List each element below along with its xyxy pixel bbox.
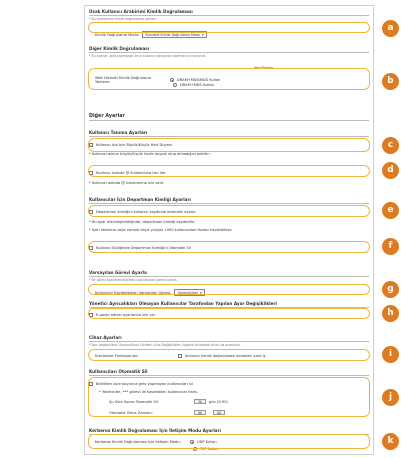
section-title: Kullanıcılar İçin Departman Kimliği Ayarları (89, 197, 369, 204)
callout-badge: a (382, 20, 399, 37)
callout-badge: k (382, 433, 399, 450)
minute-input[interactable]: 00 (213, 410, 225, 415)
callout-badge: c (382, 137, 399, 154)
other-settings-section (89, 114, 369, 121)
time-label: Otomatik Silme Zamanı: (109, 410, 153, 415)
highlight-k (88, 434, 370, 449)
callout-badge: d (382, 162, 399, 179)
highlight-c (88, 138, 370, 152)
email-permit-label: E-posta adresi ayarlarına izin ver (96, 313, 156, 317)
callout-badge: i (382, 346, 399, 363)
login-section (89, 130, 369, 137)
callout-badge: f (382, 238, 399, 255)
auto-delete-note: * Yöneticiler, *** görevi ile kaydedilen kullanıcılar hariç. (99, 390, 199, 394)
default-role-section (89, 270, 369, 282)
section-title: Diğer Kimlik Doğrulaması (89, 46, 369, 53)
device-section (89, 335, 369, 347)
section-note: * Bu ayarlar, giriş yapmadan önce kullanıcı adı/parola istemek için kullanılır. (89, 54, 207, 58)
highlight-f (88, 241, 370, 253)
chevron-down-icon: ▾ (199, 290, 202, 295)
auto-delete-section (89, 369, 369, 376)
dept-auto-label: Departman kimliğini kullanıcı kaydında otomatik ayarla (96, 210, 196, 214)
dept-delete-label: Kullanıcı Sildiğinde Departman Kimliğini Otomatik Sil (96, 246, 191, 250)
restricted-label: Kısıtlamalı Fonksiyonlar: (95, 354, 139, 358)
callout-badge: j (382, 389, 399, 406)
section-title: Kerberos Kimlik Doğrulaması İçin İletişim Modu Ayarları (89, 428, 369, 435)
callout-badge: e (382, 202, 399, 219)
time-separator: : (209, 410, 211, 415)
days-input[interactable]: 30 (194, 399, 206, 404)
remote-auth-section (89, 9, 369, 21)
auto-delete-label: Belirtilen süre boyunca giriş yapmayan kullanıcıları sil (96, 382, 193, 386)
web-auth-opt1-label: DRAM+MDS/MDS Kullan (177, 78, 221, 82)
section-note: * Bu ayarlanırsa Kimlik doğrulaması gerekir. (89, 17, 157, 21)
non-admin-section (89, 301, 369, 308)
callout-badge: h (382, 305, 399, 322)
callout-badge: b (382, 73, 399, 90)
highlight-g (88, 284, 370, 295)
other-auth-section (89, 46, 369, 58)
web-auth-label: Web Hizmeti Kimlik Doğrulama Yöntemi: (95, 76, 151, 84)
chevron-down-icon: ▾ (201, 32, 204, 37)
default-role-label: Kullanıcıyı Kaydederken Varsayılan Görevi: (95, 290, 172, 295)
dept-auto-note: * Bu ayar etkinleştirildiğinde, departman kimliği kaydedilir. (89, 220, 195, 224)
restricted-option-label: Kullanıcı kimlik doğrulaması olmadan uzak iş (185, 354, 266, 358)
section-title: Uzak Kullanıcı Arabirimi Kimlik Doğrulaması (89, 9, 369, 16)
section-note: * Aynı değişiklikleri Ayarlar/Kayıt Girdileri (Ana Değişiklikler) Aygıtıdı tıklatarak cihazı da ayarlayın. (89, 343, 241, 347)
days-label: Şu Süre Sonra Otomatik Sil: (109, 399, 159, 404)
callout-badge: g (382, 281, 399, 298)
default-role-value: GeneralUser (177, 290, 198, 295)
highlight-e (88, 205, 370, 217)
auth-mode-label: Kimlik Doğrulama Modu: (95, 32, 140, 37)
highlight-b (88, 68, 370, 90)
col-header-text: Yeni Ekleme (254, 66, 273, 70)
kerberos-tcp-label: TCP Kullan (200, 447, 219, 451)
days-unit: gün (0-90) (209, 399, 228, 404)
case-note: * Kullanıcı adının büyük/küçük harfe duyarlı olup olmadığını belirtin. (89, 152, 211, 156)
section-title: Varsayılan Görevi Ayarla (89, 270, 369, 277)
kerberos-label: Kerberos Kimlik Doğrulaması İçin İletişim Modu: (95, 440, 181, 444)
section-note: * Bir görev ayarlanmadığında uygulanacak görevi ayarla. (89, 278, 178, 282)
dept-pin-note: * İçeri aktarma veya normal kayıt yoluyla 1000 kullanıcıdan fazlası kaydedilirse (89, 228, 232, 232)
highlight-h (88, 308, 370, 319)
kerberos-udp-label: UDP Kullan (197, 440, 217, 444)
highlight-d (88, 165, 370, 177)
highlight-j (88, 377, 370, 417)
highlight-i (88, 349, 370, 361)
case-sensitive-label: Kullanıcı Adı İçin Büyük/Küçük Harf Duyarlı (96, 143, 173, 147)
at-sign-label: Kullanıcı Adında @ Kullanımına İzin Ver (96, 171, 166, 175)
section-title: Kullanıcı Tanıma Ayarları (89, 130, 369, 137)
dept-section (89, 197, 369, 204)
hour-input[interactable]: 00 (194, 410, 206, 415)
section-title: Kullanıcıları Otomatik Sil (89, 369, 369, 376)
section-title: Diğer Ayarlar (89, 114, 369, 121)
at-note: * Kullanıcı adında @ kullanımına izin verir. (89, 181, 165, 185)
web-auth-opt2-label: DRAM+MDS Kullan (180, 83, 214, 87)
section-title: Cihaz Ayarları (89, 335, 369, 342)
section-title: Yönetici Ayrıcalıkları Olmayan Kullanıcılar Tarafından Yapılan Ayar Değişiklikleri (89, 301, 369, 308)
highlight-a (88, 22, 370, 33)
auth-mode-value: Standart Kimlik Doğrulama Modu (145, 32, 200, 37)
